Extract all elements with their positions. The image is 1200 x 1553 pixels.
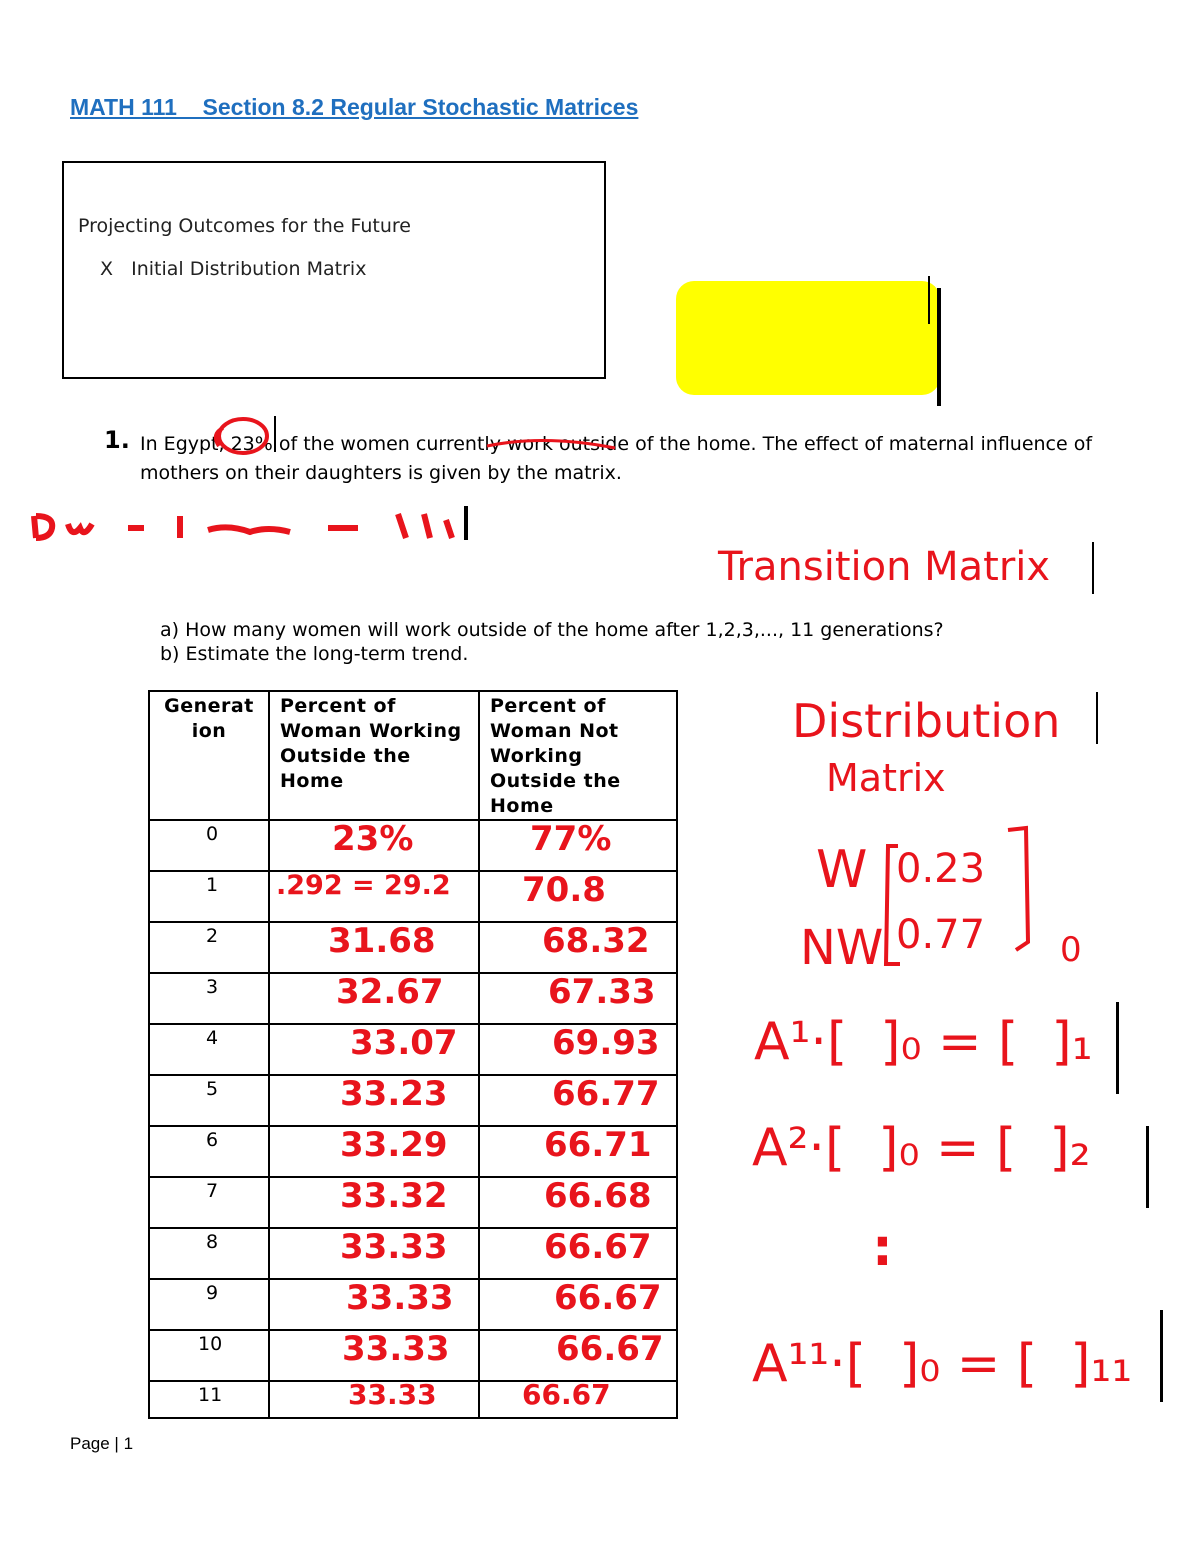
handwritten-value: 33.07 <box>350 1023 458 1063</box>
table-row <box>149 1279 677 1330</box>
generation-cell: 1 <box>149 871 269 922</box>
not-working-cell <box>479 973 677 1024</box>
generation-cell: 0 <box>149 820 269 871</box>
table-row <box>149 922 677 973</box>
not-working-cell <box>479 1279 677 1330</box>
box-heading: Projecting Outcomes for the Future <box>78 215 411 237</box>
not-working-cell <box>479 922 677 973</box>
ellipsis-mark: : <box>872 1218 893 1278</box>
handwritten-value: 66.68 <box>544 1176 652 1216</box>
question-part-b: b) Estimate the long-term trend. <box>160 643 469 665</box>
not-working-cell <box>479 871 677 922</box>
pen-stroke <box>1146 1126 1149 1208</box>
matrix-subscript: 0 <box>1060 930 1082 970</box>
working-cell <box>269 922 479 973</box>
generation-cell: 2 <box>149 922 269 973</box>
generation-cell: 10 <box>149 1330 269 1381</box>
matrix-row-label: NW <box>800 920 884 976</box>
handwritten-value: 66.67 <box>522 1378 611 1411</box>
handwritten-value: 33.29 <box>340 1125 448 1165</box>
generation-cell: 5 <box>149 1075 269 1126</box>
pen-stroke <box>1116 1002 1119 1094</box>
handwritten-value: 33.33 <box>346 1278 454 1318</box>
handwritten-value: 68.32 <box>542 921 650 961</box>
generation-cell: 6 <box>149 1126 269 1177</box>
matrix-entry: 0.77 <box>896 912 986 958</box>
handwritten-value: 31.68 <box>328 921 436 961</box>
not-working-cell <box>479 1228 677 1279</box>
power-equation: A¹·[ ]₀ = [ ]₁ <box>754 1012 1093 1072</box>
handwritten-value: 33.33 <box>340 1227 448 1267</box>
handwritten-value: 66.67 <box>556 1329 664 1369</box>
handwritten-value: 67.33 <box>548 972 656 1012</box>
matrix-entry: 0.23 <box>896 846 986 892</box>
yellow-highlight-mark <box>676 281 940 395</box>
page-title: MATH 111 Section 8.2 Regular Stochastic Matrices <box>70 94 639 120</box>
table-row <box>149 1075 677 1126</box>
distribution-label: Matrix <box>826 756 946 800</box>
handwritten-value: 33.32 <box>340 1176 448 1216</box>
handwritten-value: 33.23 <box>340 1074 448 1114</box>
generation-cell: 11 <box>149 1381 269 1418</box>
handwritten-value: 66.77 <box>552 1074 660 1114</box>
handwritten-marks <box>205 410 645 460</box>
working-cell <box>269 871 479 922</box>
handwritten-value: 69.93 <box>552 1023 660 1063</box>
table-header-row <box>149 691 677 820</box>
table-row <box>149 1330 677 1381</box>
not-working-cell <box>479 1330 677 1381</box>
table-row <box>149 871 677 922</box>
table-row <box>149 820 677 871</box>
working-cell <box>269 973 479 1024</box>
pen-stroke <box>1092 542 1094 594</box>
box-item: X Initial Distribution Matrix <box>100 258 367 280</box>
matrix-brackets <box>880 824 1040 974</box>
working-cell <box>269 1126 479 1177</box>
handwritten-value: 33.33 <box>342 1329 450 1369</box>
generation-cell: 8 <box>149 1228 269 1279</box>
matrix-row-label: W <box>816 840 868 900</box>
question-part-a: a) How many women will work outside of the home after 1,2,3,..., 11 generations? <box>160 619 944 641</box>
working-cell <box>269 1075 479 1126</box>
generation-cell: 4 <box>149 1024 269 1075</box>
transition-matrix-label: Transition Matrix <box>718 544 1051 590</box>
handwritten-value: 77% <box>530 819 612 859</box>
page-footer: Page | 1 <box>70 1434 134 1453</box>
not-working-cell <box>479 820 677 871</box>
handwritten-value: 70.8 <box>522 870 606 910</box>
column-header-not-working: Percent of Woman Not Working Outside the Home <box>479 691 677 820</box>
handwritten-value: 33.33 <box>348 1378 437 1411</box>
column-header-generation: Generat ion <box>149 691 269 820</box>
handwritten-scribble <box>28 498 478 544</box>
pen-stroke <box>1160 1310 1163 1402</box>
generation-cell: 3 <box>149 973 269 1024</box>
working-cell <box>269 1177 479 1228</box>
info-box <box>62 161 606 379</box>
table-row <box>149 1381 677 1418</box>
power-equation: A¹¹·[ ]₀ = [ ]₁₁ <box>752 1334 1133 1394</box>
not-working-cell <box>479 1177 677 1228</box>
generation-cell: 9 <box>149 1279 269 1330</box>
handwritten-value: 66.71 <box>544 1125 652 1165</box>
pen-stroke <box>928 276 930 324</box>
question-number: 1. <box>104 426 130 454</box>
table-row <box>149 1024 677 1075</box>
not-working-cell <box>479 1378 677 1418</box>
working-cell <box>269 1228 479 1279</box>
question-text: In Egypt, 23% of the women currently work outside of the home. The effect of maternal influence of mothers on their daughters is given by the matrix. <box>140 433 1093 484</box>
generation-table <box>148 690 678 1419</box>
handwritten-value: 32.67 <box>336 972 444 1012</box>
generation-cell: 7 <box>149 1177 269 1228</box>
table-row <box>149 1177 677 1228</box>
not-working-cell <box>479 1126 677 1177</box>
distribution-label: Distribution <box>792 694 1061 748</box>
handwritten-value: 66.67 <box>544 1227 652 1267</box>
not-working-cell <box>479 1024 677 1075</box>
table-row <box>149 1126 677 1177</box>
working-cell <box>269 1024 479 1075</box>
pen-stroke <box>937 288 941 406</box>
column-header-working: Percent of Woman Working Outside the Home <box>269 691 479 820</box>
working-cell <box>269 1330 479 1381</box>
working-cell <box>269 1378 479 1418</box>
power-equation: A²·[ ]₀ = [ ]₂ <box>752 1118 1091 1178</box>
handwritten-value: .292 = 29.2 <box>276 870 451 901</box>
working-cell <box>269 820 479 871</box>
pen-stroke <box>1096 692 1098 744</box>
handwritten-value: 66.67 <box>554 1278 662 1318</box>
not-working-cell <box>479 1075 677 1126</box>
handwritten-value: 23% <box>332 819 414 859</box>
table-row <box>149 973 677 1024</box>
working-cell <box>269 1279 479 1330</box>
table-row <box>149 1228 677 1279</box>
